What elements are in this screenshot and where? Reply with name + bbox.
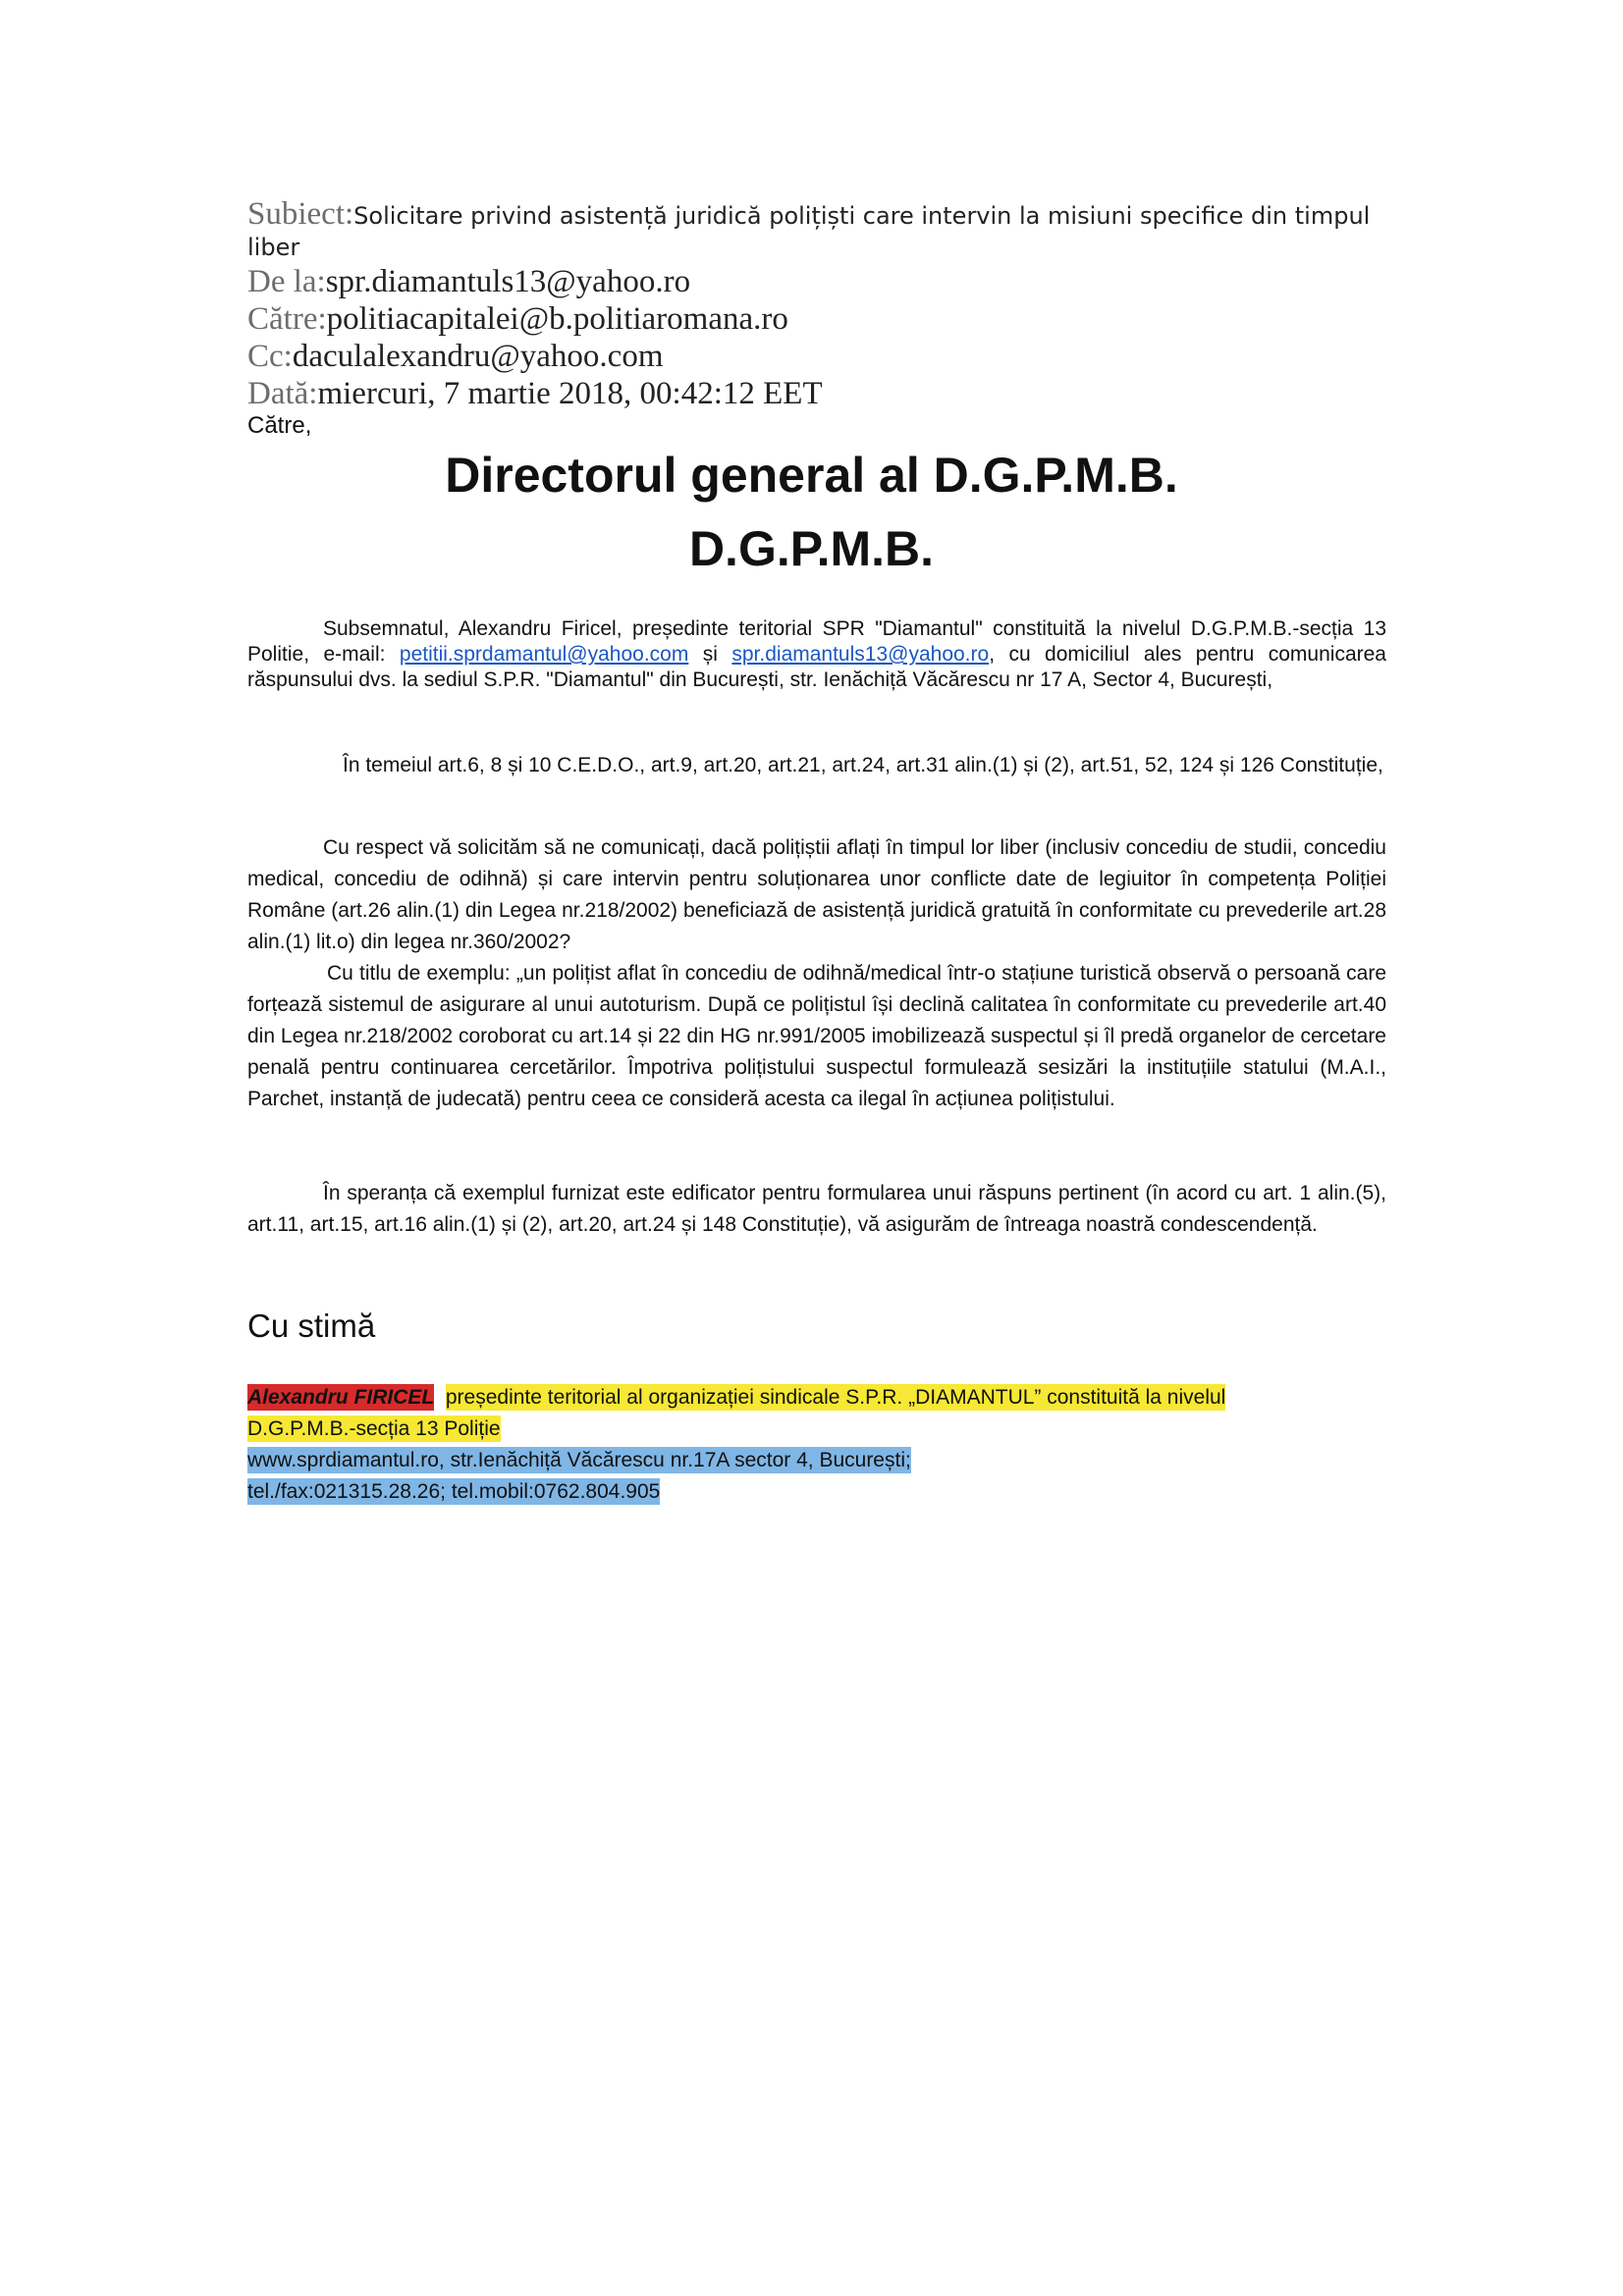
signature-role-1: președinte teritorial al organizației sindicale S.P.R. „DIAMANTUL” constituită la nivelul [445, 1386, 1226, 1409]
salutation: Către, [247, 412, 312, 439]
signature-line-4 [247, 1476, 1386, 1508]
to-value: politiacapitalei@b.politiaromana.ro [326, 301, 788, 337]
email-to [247, 300, 788, 338]
p1-text-a: Subsemnatul, Alexandru Firicel, președinte teritorial SPR "Diamantul" constituită la nivelul D.G.P.M.B.-secția 13 Politie, e-mail: [247, 617, 1386, 666]
title-line-2: D.G.P.M.B. [688, 521, 935, 576]
subject-value: Solicitare privind asistență juridică polițiști care intervin la misiuni specifice din timpul liber [247, 202, 1371, 261]
email-subject [247, 196, 1386, 262]
paragraph-3: Cu respect vă solicităm să ne comunicați, dacă polițiștii aflați în timpul lor liber (inclusiv concediu de studii, concediu medical, concediu de odihnă) și care intervin pentru soluționarea unor conflicte date de legiuitor în competența Poliției Române (art.26 alin.(1) din Legea nr.218/2002) beneficiază de asistență juridică gratuită în conformitate cu prevederile art.28 alin.(1) lit.o) din legea nr.360/2002? [247, 836, 1386, 953]
email-link-diamantuls13[interactable]: spr.diamantuls13@yahoo.ro [731, 643, 990, 666]
p1-text-c: , cu domiciliul ales pentru comunicarea răspunsului dvs. la sediul S.P.R. "Diamantul" din București, str. Ienăchiță Văcărescu nr 17 A, Sector 4, București, [247, 643, 1386, 691]
signature-role-2: D.G.P.M.B.-secția 13 Poliție [247, 1417, 501, 1440]
signature-line-2 [247, 1414, 1386, 1445]
signature-phones: tel./fax:021315.28.26; tel.mobil:0762.804.905 [247, 1480, 661, 1503]
date-value: miercuri, 7 martie 2018, 00:42:12 EET [317, 376, 823, 411]
signature-name: Alexandru FIRICEL [247, 1386, 435, 1409]
cc-label: Cc: [247, 339, 293, 374]
email-cc [247, 338, 664, 375]
closing: Cu stimă [247, 1308, 376, 1344]
email-from [247, 263, 690, 300]
cc-value: daculalexandru@yahoo.com [292, 339, 664, 374]
signature-line-3 [247, 1445, 1386, 1476]
paragraph-1 [247, 616, 1386, 693]
signature-address: www.sprdiamantul.ro, str.Ienăchiță Văcărescu nr.17A sector 4, București; [247, 1449, 911, 1471]
paragraph-5: În speranța că exemplul furnizat este edificator pentru formularea unui răspuns pertinent (în acord cu art. 1 alin.(5), art.11, art.15, art.16 alin.(1) și (2), art.20, art.24 și 148 Constituție), vă asigurăm de întreaga noastră condescendență. [247, 1182, 1386, 1236]
from-value: spr.diamantuls13@yahoo.ro [325, 264, 691, 299]
date-label: Dată: [247, 376, 318, 411]
email-date [247, 375, 823, 412]
paragraph-4: Cu titlu de exemplu: „un polițist aflat în concediu de odihnă/medical într-o stațiune turistică observă o persoană care forțează sistemul de asigurare al unui autoturism. După ce polițistul își declină calitatea în conformitate cu prevederile art.40 din Legea nr.218/2002 coroborat cu art.14 și 22 din HG nr.991/2005 imobilizează suspectul și îl predă organelor de cercetare penală pentru continuarea cercetărilor. Împotriva polițistului suspectul formulează sesizări la instituțiile statului (M.A.I., Parchet, instanță de judecată) pentru ceea ce consideră acesta ca ilegal în acțiunea polițistului. [247, 962, 1386, 1110]
subject-label: Subiect: [247, 196, 354, 232]
title-line-1: Directorul general al D.G.P.M.B. [445, 448, 1178, 503]
email-link-petitii[interactable]: petitii.sprdamantul@yahoo.com [399, 643, 689, 666]
signature-line-1 [247, 1382, 1386, 1414]
to-label: Către: [247, 301, 327, 337]
paragraph-2: În temeiul art.6, 8 și 10 C.E.D.O., art.9, art.20, art.21, art.24, art.31 alin.(1) și (2), art.51, 52, 124 și 126 Constituție, [343, 754, 1383, 776]
p1-text-b: și [688, 643, 732, 666]
from-label: De la: [247, 264, 326, 299]
